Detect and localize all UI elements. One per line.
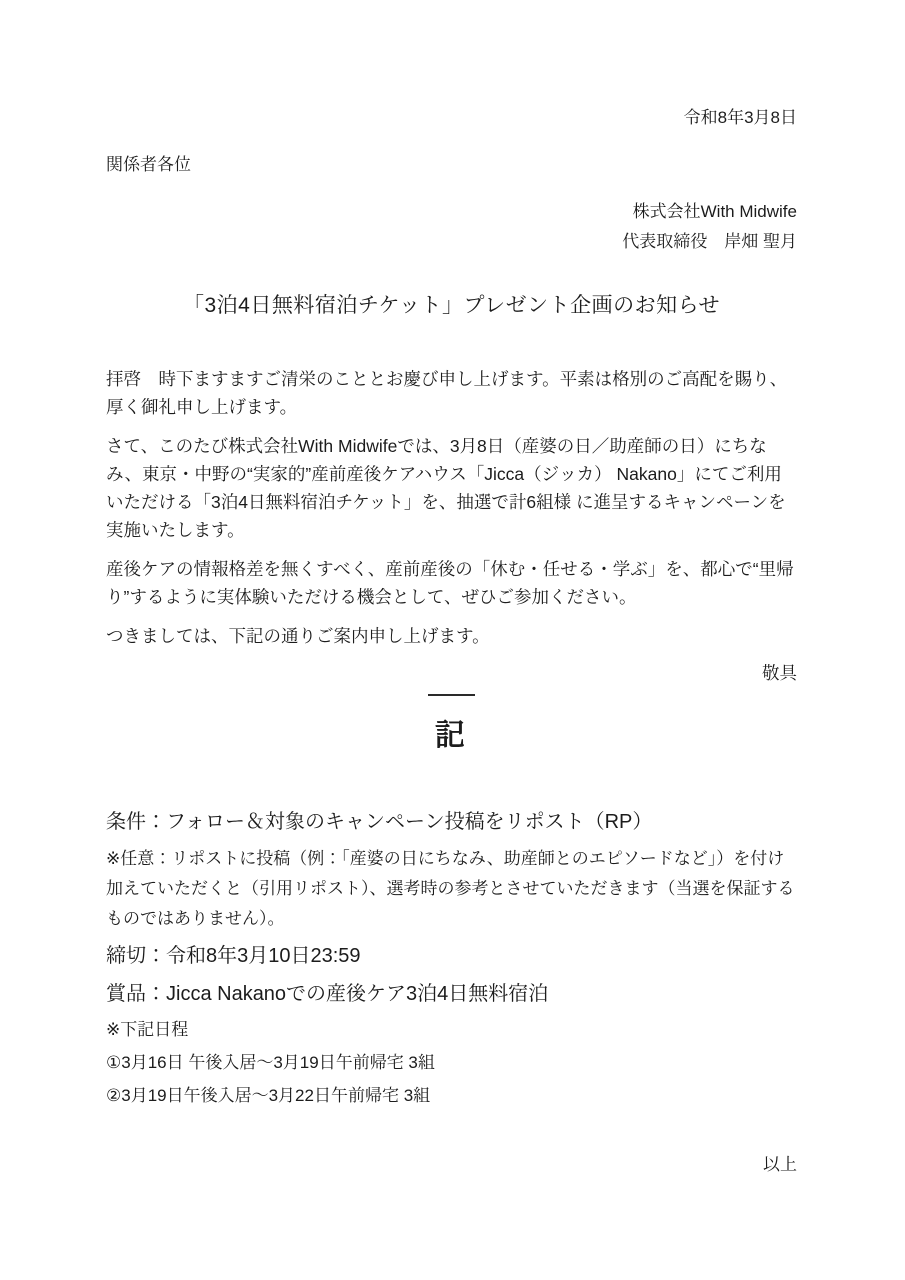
- condition-note: ※任意：リポストに投稿（例：「産婆の日にちなみ、助産師とのエピソードなど」）を付け加えていただくと（引用リポスト）、選考時の参考とさせていただきます（当選を保証するものではありません）。: [106, 849, 795, 928]
- document-title: 「3泊4日無料宿泊チケット」プレゼント企画のお知らせ: [183, 294, 720, 317]
- schedule-option-2: ②3月19日午後入居～3月22日午前帰宅 3組: [106, 1086, 431, 1105]
- paragraph-campaign-announcement: さて、このたび株式会社With Midwifeでは、3月8日（産婆の日／助産師の日）にちなみ、東京・中野の“実家的”産前産後ケアハウス「Jicca（ジッカ） Nakano」にてご利用いただける「3泊4日無料宿泊チケット」を、抽選で計6組様 に進呈するキャンペーンを実施いたします。: [106, 436, 786, 540]
- record-heading: 記: [435, 719, 468, 752]
- closing-word: 敬具: [762, 663, 797, 683]
- recipient-line: 関係者各位: [106, 155, 191, 174]
- deadline-line: 締切：令和8年3月10日23:59: [106, 945, 361, 967]
- paragraph-purpose: 産後ケアの情報格差を無くすべく、産前産後の「休む・任せる・学ぶ」を、都心で“里帰り”するように実体験いただける機会として、ぜひご参加ください。: [106, 559, 794, 607]
- paragraph-lead-in: つきましては、下記の通りご案内申し上げます。: [106, 626, 490, 646]
- document-date: 令和8年3月8日: [683, 108, 797, 127]
- sender-representative: 代表取締役 岸畑 聖月: [622, 232, 797, 251]
- sender-block: [106, 197, 797, 257]
- letter-body: [106, 365, 797, 650]
- schedule-option-1: ①3月16日 午後入居～3月19日午前帰宅 3組: [106, 1053, 435, 1072]
- prize-line: 賞品：Jicca Nakanoでの産後ケア3泊4日無料宿泊: [106, 983, 549, 1005]
- condition-line: 条件：フォロー＆対象のキャンペーン投稿をリポスト（RP）: [106, 811, 653, 833]
- paragraph-greeting: 拝啓 時下ますますご清栄のこととお慶び申し上げます。平素は格別のご高配を賜り、厚く御礼申し上げます。: [106, 369, 788, 417]
- end-marker: 以上: [763, 1155, 797, 1174]
- divider-line: [428, 694, 475, 696]
- sender-company: 株式会社With Midwife: [632, 202, 797, 221]
- schedule-label: ※下記日程: [106, 1020, 189, 1039]
